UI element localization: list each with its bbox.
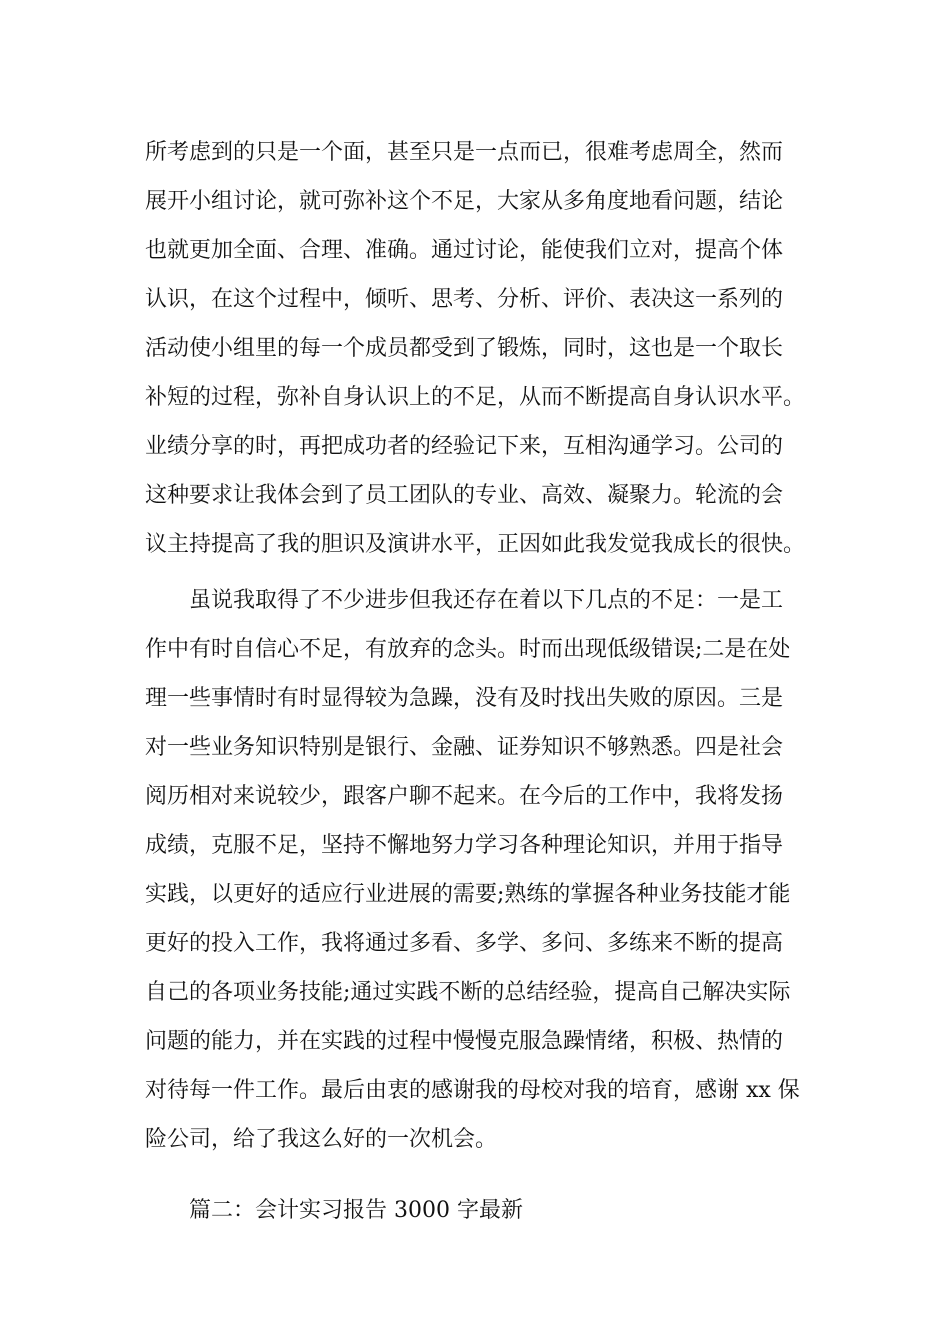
paragraph-line: 成绩，克服不足，坚持不懈地努力学习各种理论知识，并用于指导: [145, 833, 784, 858]
paragraph-line: 理一些事情时有时显得较为急躁，没有及时找出失败的原因。三是: [145, 686, 784, 711]
paragraph-line: 所考虑到的只是一个面，甚至只是一点而已，很难考虑周全，然而: [145, 140, 784, 165]
section-heading: 篇二：会计实习报告 3000 字最新: [189, 1198, 523, 1223]
paragraph-2: [145, 576, 825, 1164]
paragraph-line: 补短的过程，弥补自身认识上的不足，从而不断提高自身认识水平。: [145, 385, 806, 410]
paragraph-line: 对待每一件工作。最后由衷的感谢我的母校对我的培育，感谢 xx 保: [145, 1078, 800, 1103]
paragraph-line: 阅历相对来说较少，跟客户聊不起来。在今后的工作中，我将发扬: [145, 784, 784, 809]
paragraph-line: 活动使小组里的每一个成员都受到了锻炼，同时，这也是一个取长: [145, 336, 784, 361]
paragraph-line: 这种要求让我体会到了员工团队的专业、高效、凝聚力。轮流的会: [145, 483, 784, 508]
paragraph-line: 险公司，给了我这么好的一次机会。: [145, 1127, 498, 1152]
paragraph-line: 实践，以更好的适应行业进展的需要;熟练的掌握各种业务技能才能: [145, 882, 791, 907]
paragraph-line: 也就更加全面、合理、准确。通过讨论，能使我们立对，提高个体: [145, 238, 784, 263]
paragraph-line: 更好的投入工作，我将通过多看、多学、多问、多练来不断的提高: [145, 931, 784, 956]
document-body: [145, 128, 825, 1235]
paragraph-line: 认识，在这个过程中，倾听、思考、分析、评价、表决这一系列的: [145, 287, 784, 312]
paragraph-line: 自己的各项业务技能;通过实践不断的总结经验，提高自己解决实际: [145, 980, 791, 1005]
paragraph-line: 虽说我取得了不少进步但我还存在着以下几点的不足：一是工: [189, 588, 784, 613]
paragraph-line: 展开小组讨论，就可弥补这个不足，大家从多角度地看问题，结论: [145, 189, 784, 214]
paragraph-line: 议主持提高了我的胆识及演讲水平，正因如此我发觉我成长的很快。: [145, 532, 806, 557]
paragraph-line: 对一些业务知识特别是银行、金融、证券知识不够熟悉。四是社会: [145, 735, 784, 760]
paragraph-line: 业绩分享的时，再把成功者的经验记下来，互相沟通学习。公司的: [145, 434, 784, 459]
paragraph-1: [145, 128, 825, 569]
paragraph-line: 问题的能力，并在实践的过程中慢慢克服急躁情绪，积极、热情的: [145, 1029, 784, 1054]
paragraph-line: 作中有时自信心不足，有放弃的念头。时而出现低级错误;二是在处: [145, 637, 791, 662]
